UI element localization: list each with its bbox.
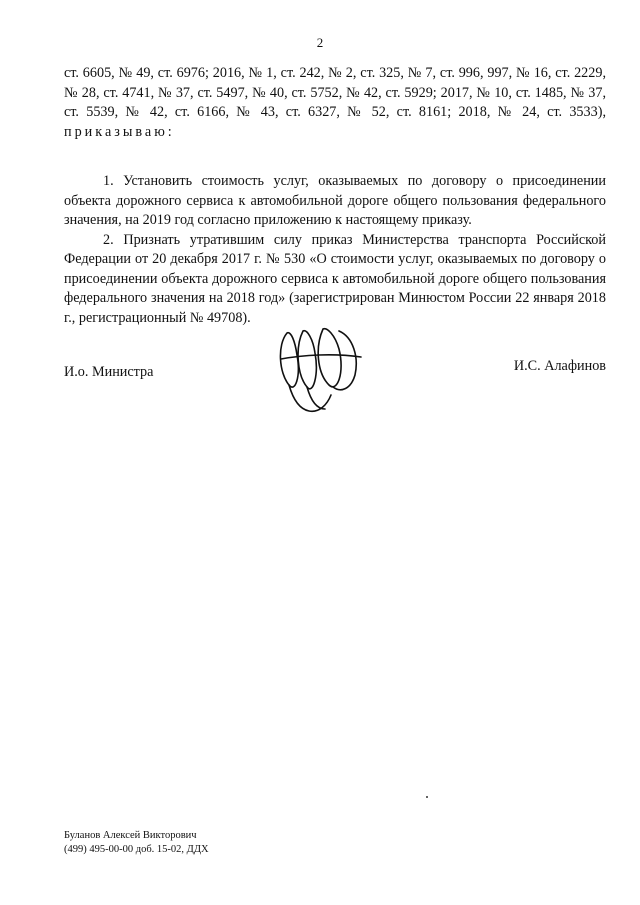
- page-number: 2: [316, 35, 324, 50]
- executor-name: Буланов Алексей Викторович: [64, 830, 197, 841]
- signer-title: И.о. Министра: [64, 364, 154, 380]
- order-items: [64, 172, 606, 328]
- order-item-2: 2. Признать утратившим силу приказ Министерства транспорта Российской Федерации от 20 декабря 2017 г. № 530 «О стоимости услуг, оказываемых по договору о присоединении объекта дорожного сервиса к автомобильной дороге общего пользования федерального значения на 2018 год» (зарегистрирован Минюстом России 22 января 2018 г., регистрационный № 49708).: [64, 231, 606, 326]
- order-item-1: 1. Установить стоимость услуг, оказываемых по договору о присоединении объекта дорожного сервиса к автомобильной дороге общего пользования федерального значения, на 2019 год согласно приложению к настоящему приказу.: [64, 173, 606, 228]
- legal-references: ст. 6605, № 49, ст. 6976; 2016, № 1, ст. 242, № 2, ст. 325, № 7, ст. 996, 997, № 16, ст. 2229, № 28, ст. 4741, № 37, ст. 5497, № 40, ст. 5752, № 42, ст. 5929; 2017, № 10, ст. 1485, № 37, ст. 5539, № 42, ст. 6166, № 43, ст. 6327, № 52, ст. 8161; 2018, № 24, ст. 3533),: [64, 65, 606, 120]
- handwritten-signature: [273, 325, 369, 417]
- signer-name: И.С. Алафинов: [513, 358, 606, 374]
- executor-info: [64, 829, 209, 857]
- executor-phone: (499) 495-00-00 доб. 15-02, ДДХ: [64, 844, 209, 855]
- intro-paragraph: [64, 64, 606, 142]
- order-word: приказываю:: [64, 123, 175, 140]
- scan-speck: [426, 796, 428, 798]
